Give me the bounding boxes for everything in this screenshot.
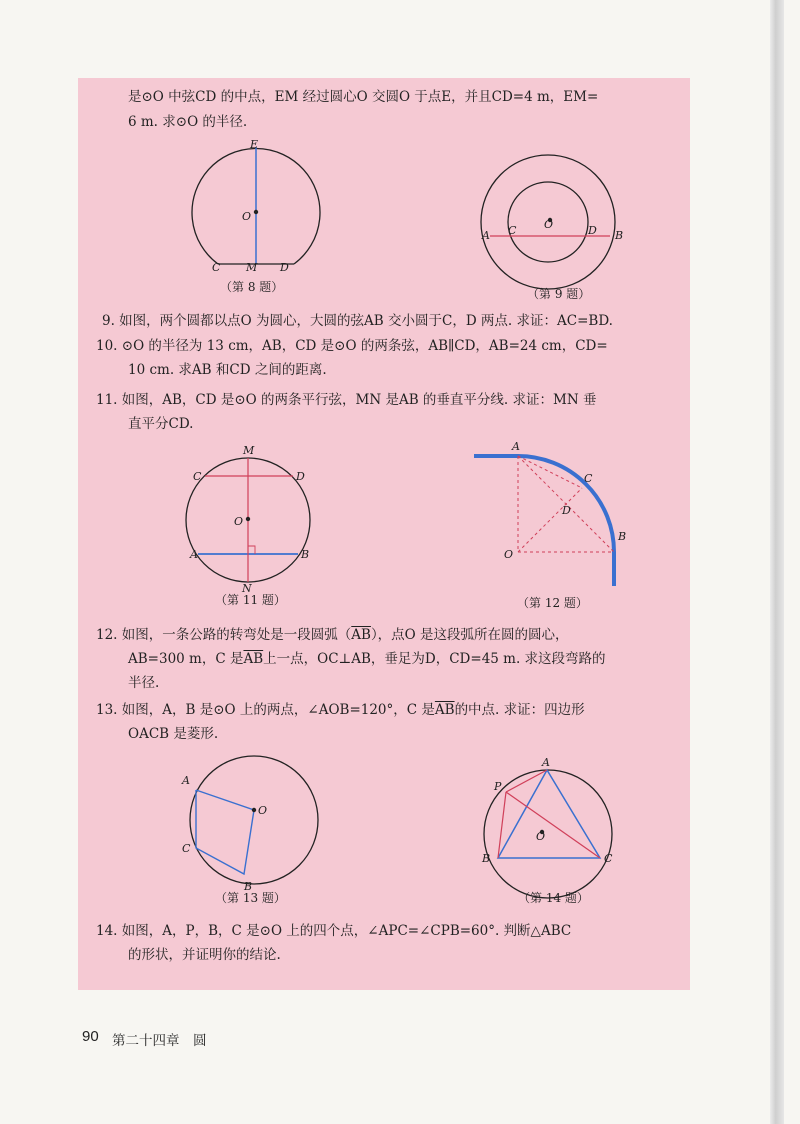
fig9-label-o: O xyxy=(544,218,554,231)
figure-13 xyxy=(180,752,330,892)
figure-11-caption: （第 11 题） xyxy=(215,593,286,607)
fig11-label-o: O xyxy=(234,515,244,528)
fig14-label-p: P xyxy=(494,780,502,793)
fig8-label-d: D xyxy=(280,261,289,274)
problem-12-arc-ab-2: $\overline{AB}$ xyxy=(243,651,264,667)
figure-14-caption: （第 14 题） xyxy=(518,891,589,905)
problem-13-line-1-b: 的中点. 求证：四边形 xyxy=(454,702,585,718)
figure-9-caption: （第 9 题） xyxy=(527,287,591,301)
fig9-label-b: B xyxy=(615,229,624,242)
fig14-label-a: A xyxy=(542,756,550,769)
figure-8 xyxy=(180,140,340,280)
problem-8-line-1: 是⊙O 中弦CD 的中点，EM 经过圆心O 交圆O 于点E，并且CD=4 m，EM= xyxy=(128,89,599,105)
fig12-label-b: B xyxy=(618,530,627,543)
problem-14-line-2: 的形状，并证明你的结论. xyxy=(128,947,281,963)
fig11-label-c: C xyxy=(193,470,202,483)
fig8-label-o: O xyxy=(242,210,252,223)
chapter-title: 第二十四章 圆 xyxy=(112,1033,207,1049)
fig11-label-a: A xyxy=(190,548,198,561)
problem-12-line-2-b: 上一点，OC⊥AB，垂足为D，CD=45 m. 求这段弯路的 xyxy=(263,651,606,667)
fig11-label-n: N xyxy=(242,582,252,595)
problem-11-line-1: 11. 如图，AB，CD 是⊙O 的两条平行弦，MN 是AB 的垂直平分线. 求证：MN 垂 xyxy=(96,392,597,408)
problem-12-line-2 xyxy=(128,650,606,668)
fig8-label-m: M xyxy=(246,261,258,274)
problem-12-line-1-b: ），点O 是这段弧所在圆的圆心， xyxy=(370,627,569,643)
figure-12 xyxy=(470,440,630,590)
problem-11-line-2: 直平分CD. xyxy=(128,416,194,432)
fig12-label-o: O xyxy=(504,548,514,561)
fig8-label-c: C xyxy=(212,261,221,274)
problem-12-arc-ab-1: $\overline{AB}$ xyxy=(351,627,371,643)
figure-13-caption: （第 13 题） xyxy=(215,891,286,905)
figure-9 xyxy=(482,152,622,292)
fig11-label-d: D xyxy=(296,470,305,483)
fig14-label-c: C xyxy=(604,852,613,865)
problem-12-line-1-a: 12. 如图，一条公路的转弯处是一段圆弧（ xyxy=(96,627,352,643)
fig13-label-a: A xyxy=(182,774,190,787)
fig11-label-m: M xyxy=(243,444,255,457)
problem-8-line-2: 6 m. 求⊙O 的半径. xyxy=(128,114,248,130)
fig8-label-e: E xyxy=(250,138,259,151)
fig13-label-b: B xyxy=(244,880,253,893)
figure-8-caption: （第 8 题） xyxy=(220,280,284,294)
figure-14 xyxy=(480,752,630,892)
problem-10-line-2: 10 cm. 求AB 和CD 之间的距离. xyxy=(128,362,327,378)
page-number: 90 xyxy=(82,1028,99,1045)
fig13-label-o: O xyxy=(258,804,268,817)
fig12-label-c: C xyxy=(584,472,593,485)
problem-12-line-3: 半径. xyxy=(128,675,160,691)
problem-14-line-1: 14. 如图，A，P，B，C 是⊙O 上的四个点，∠APC=∠CPB=60°. 判断△ABC xyxy=(96,923,572,939)
fig14-label-o: O xyxy=(536,830,546,843)
fig12-label-d: D xyxy=(562,504,571,517)
fig14-label-b: B xyxy=(482,852,491,865)
problem-10-line-1: 10. ⊙O 的半径为 13 cm，AB，CD 是⊙O 的两条弦，AB∥CD，AB=24 cm，CD= xyxy=(96,338,608,354)
problem-12-line-2-a: AB=300 m，C 是 xyxy=(128,651,244,667)
fig11-label-b: B xyxy=(301,548,310,561)
page-binding xyxy=(770,0,784,1124)
figure-12-caption: （第 12 题） xyxy=(517,596,588,610)
fig12-label-a: A xyxy=(512,440,520,453)
problem-13-line-1-a: 13. 如图，A，B 是⊙O 上的两点，∠AOB=120°，C 是 xyxy=(96,702,435,718)
fig9-label-d: D xyxy=(588,224,597,237)
fig9-label-c: C xyxy=(508,224,517,237)
fig13-label-c: C xyxy=(182,842,191,855)
problem-13-arc-ab: $\overline{AB}$ xyxy=(434,702,455,718)
problem-12-line-1 xyxy=(96,626,569,644)
problem-13-line-1 xyxy=(96,701,585,719)
problem-9: 9. 如图，两个圆都以点O 为圆心，大圆的弦AB 交小圆于C，D 两点. 求证：AC=BD. xyxy=(102,313,613,329)
problem-13-line-2: OACB 是菱形. xyxy=(128,726,219,742)
figure-11 xyxy=(190,440,320,595)
fig9-label-a: A xyxy=(482,229,490,242)
